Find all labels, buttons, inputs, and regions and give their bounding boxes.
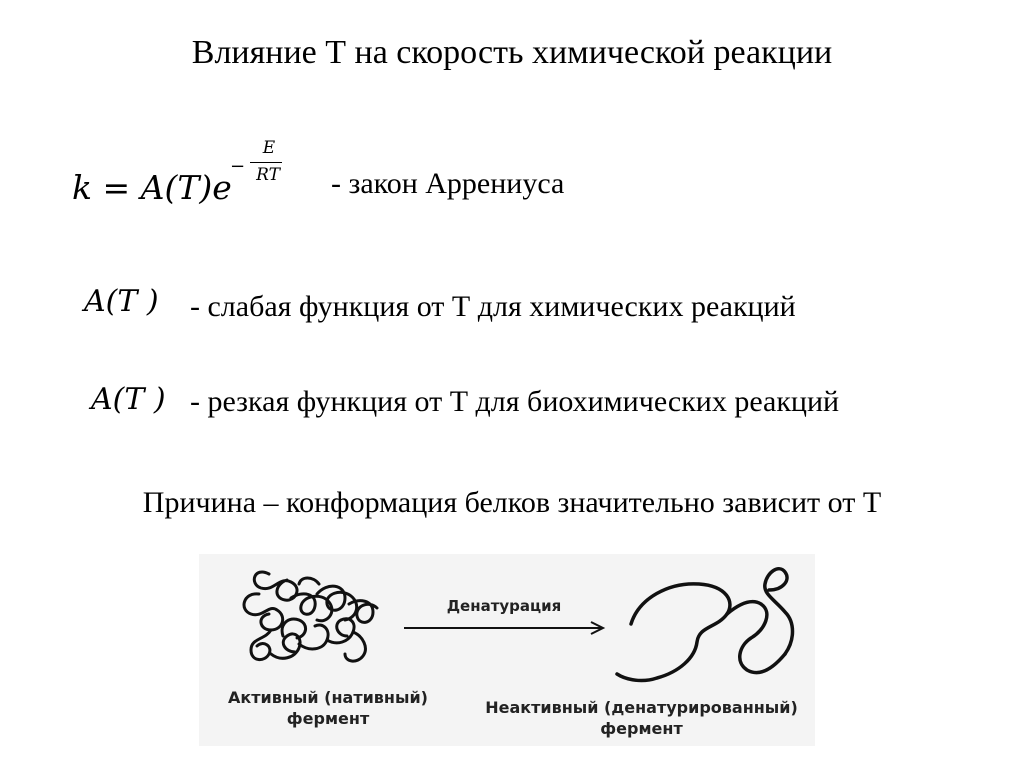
formula-exponent-numerator: E xyxy=(262,138,276,158)
sharp-function-text: - резкая функция от Т для биохимических реакций xyxy=(190,385,840,418)
native-enzyme-caption xyxy=(203,687,453,729)
weak-function-text: - слабая функция от Т для химических реакций xyxy=(190,290,796,323)
formula-main: k = A(T)e xyxy=(72,168,232,207)
denatured-enzyme-caption-line1: Неактивный (денатурированный) xyxy=(485,698,798,717)
native-enzyme-caption-line2: фермент xyxy=(286,709,370,728)
formula-exponent-minus: − xyxy=(230,156,246,177)
denatured-protein-chain xyxy=(617,569,793,681)
denatured-enzyme-caption xyxy=(469,697,814,739)
sharp-function-symbol: A(T ) xyxy=(91,382,166,417)
weak-function-symbol: A(T ) xyxy=(84,284,159,319)
denaturation-arrow-label: Денатурация xyxy=(446,597,562,615)
native-enzyme-caption-line1: Активный (нативный) xyxy=(228,688,428,707)
arrhenius-formula xyxy=(72,138,312,218)
denaturation-figure xyxy=(199,554,815,746)
arrhenius-law-label: - закон Аррениуса xyxy=(331,167,565,200)
denatured-enzyme-caption-line2: фермент xyxy=(600,719,683,738)
formula-exponent-denominator: RT xyxy=(256,165,280,185)
reason-text: Причина – конформация белков значительно зависит от Т xyxy=(142,486,882,519)
formula-fraction-bar xyxy=(250,162,282,163)
native-protein-coil xyxy=(244,572,377,661)
arrow-right-icon xyxy=(404,622,603,634)
slide-title: Влияние Т на скорость химической реакции xyxy=(191,34,833,71)
